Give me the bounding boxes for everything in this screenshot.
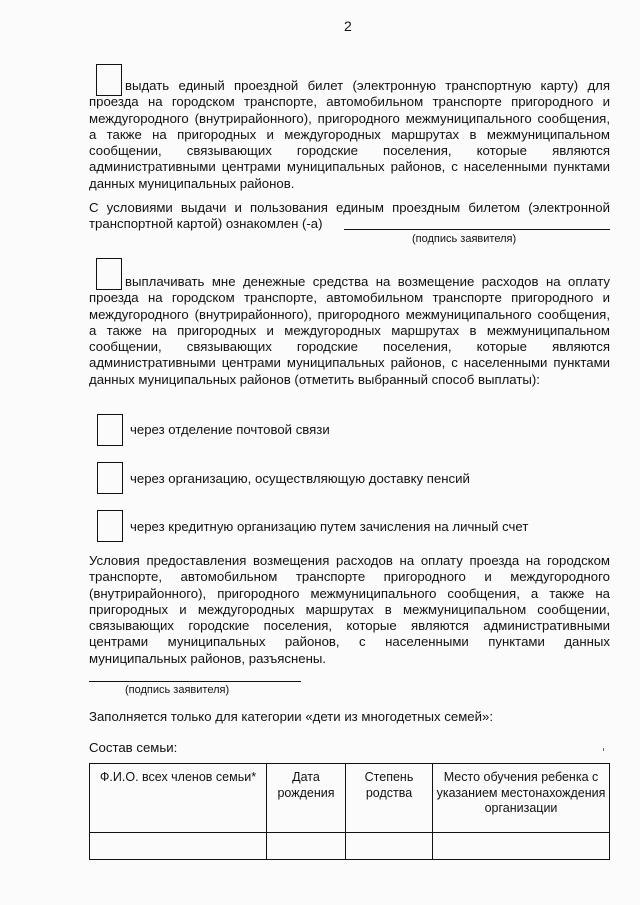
cell-relation[interactable] xyxy=(346,833,433,860)
large-family-note: Заполняется только для категории «дети из многодетных семей»: xyxy=(89,709,493,724)
col-header-school: Место обучения ребенка с указанием местонахождения организации xyxy=(433,764,610,833)
cell-name[interactable] xyxy=(90,833,267,860)
conditions-signature-caption: (подпись заявителя) xyxy=(125,684,230,696)
acknowledgement-text: С условиями выдачи и пользования единым проездным билетом (электронной транспортной картой) ознакомлен (-а) xyxy=(89,200,610,232)
conditions-text: Условия предоставления возмещения расходов на оплату проезда на городском транспорте, автомобильном транспорте пригородного и междугородного (внутрирайонного), пригородного межмуниципального сообщения, а также на пригородных и междугородных маршрутах в межмуниципальном сообщении, связывающих городские поселения, которые являются административными центрами муниципальных районов, с населенными пунктами данных муниципальных районов, разъяснены. xyxy=(89,553,610,666)
acknowledgement-signature-caption: (подпись заявителя) xyxy=(412,233,517,245)
cell-school[interactable] xyxy=(433,833,610,860)
table-row xyxy=(90,833,610,860)
conditions-signature-line[interactable] xyxy=(89,681,301,682)
post-office-label: через отделение почтовой связи xyxy=(130,422,330,437)
acknowledgement-block xyxy=(89,200,610,233)
conditions-block xyxy=(89,553,610,667)
bank-account-checkbox[interactable] xyxy=(97,510,123,542)
col-header-relation: Степень родства xyxy=(346,764,433,833)
family-table xyxy=(89,763,610,860)
family-heading: Состав семьи: xyxy=(89,740,178,755)
family-table-header-row xyxy=(90,764,610,833)
cell-birth-date[interactable] xyxy=(267,833,346,860)
scan-speck xyxy=(603,748,604,751)
pension-delivery-checkbox[interactable] xyxy=(97,462,123,494)
ticket-option-text xyxy=(89,78,610,192)
pension-delivery-label: через организацию, осуществляющую доставку пенсий xyxy=(130,471,470,486)
col-header-birth-date: Дата рождения xyxy=(267,764,346,833)
bank-account-label: через кредитную организацию путем зачисления на личный счет xyxy=(130,519,529,534)
acknowledgement-signature-line[interactable] xyxy=(344,229,610,230)
compensation-option-text xyxy=(89,274,610,388)
post-office-checkbox[interactable] xyxy=(97,414,123,446)
page-number: 2 xyxy=(344,18,352,34)
ticket-option-paragraph: выдать единый проездной билет (электронную транспортную карту) для проезда на городском транспорте, автомобильном транспорте пригородного и междугородного (внутрирайонного), пригородного межмуниципального сообщения, а также на пригородных и междугородных маршрутах в межмуниципальном сообщении, связывающих городские поселения, которые являются административными центрами муниципальных районов, с населенными пунктами данных муниципальных районов. xyxy=(89,78,610,191)
col-header-name: Ф.И.О. всех членов семьи* xyxy=(90,764,267,833)
compensation-option-paragraph: выплачивать мне денежные средства на возмещение расходов на оплату проезда на городском транспорте, автомобильном транспорте пригородного и междугородного (внутрирайонного), пригородного межмуниципального сообщения, а также на пригородных и междугородных маршрутах в межмуниципальном сообщении, связывающих городские поселения, которые являются административными центрами муниципальных районов, с населенными пунктами данных муниципальных районов (отметить выбранный способ выплаты): xyxy=(89,274,610,387)
